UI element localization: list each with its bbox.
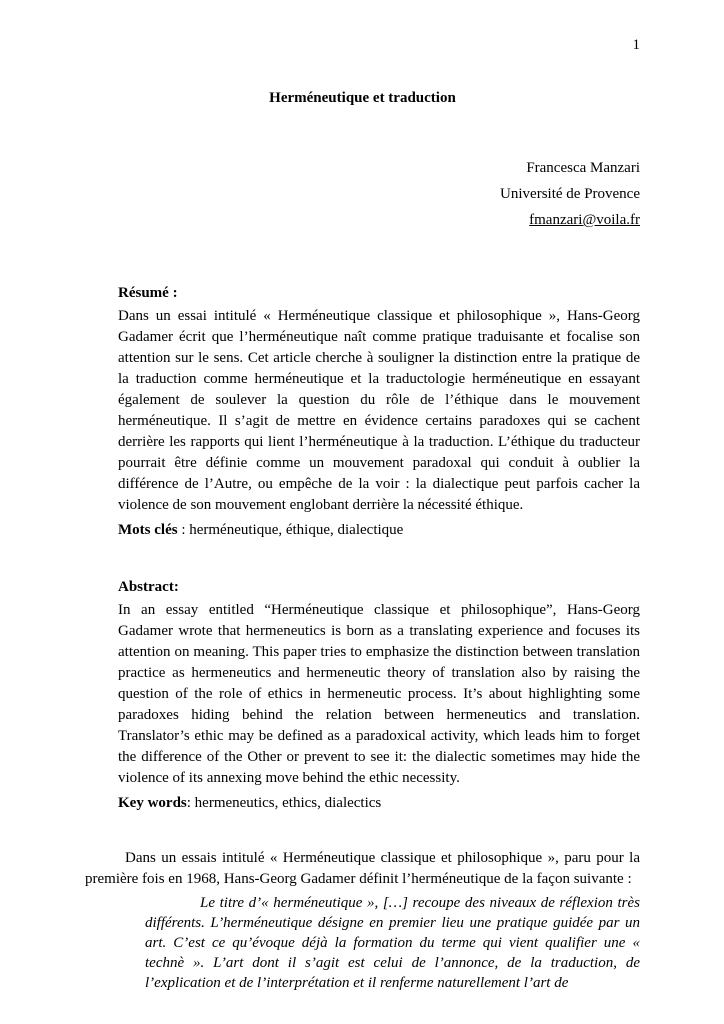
author-name: Francesca Manzari <box>526 160 640 176</box>
intro-paragraph: Dans un essais intitulé « Herméneutique classique et philosophique », paru pour la première fois en 1968, Hans-Georg Gadamer définit l’herméneutique de la façon suivante : <box>85 850 640 887</box>
resume-keywords-label: Mots clés <box>118 522 178 538</box>
author-block <box>85 155 640 233</box>
gadamer-quote: Le titre d’« herméneutique », […] recoupe des niveaux de réflexion très différents. L’herméneutique désigne en premier lieu une pratique guidée par un art. C’est ce qu’évoque déjà la formation du terme qui vient qualifier une « technè ». L’art dont il s’agit est celui de l’annonce, de la traduction, de l’explication et de l’interprétation et il renferme naturellement l’art de <box>145 895 640 991</box>
abstract-heading: Abstract: <box>118 579 179 595</box>
abstract-keywords-list: : hermeneutics, ethics, dialectics <box>186 795 382 811</box>
resume-keywords-list: : herméneutique, éthique, dialectique <box>177 522 404 538</box>
paper-title: Herméneutique et traduction <box>269 90 456 106</box>
abstract-body: In an essay entitled “Herméneutique classique et philosophique”, Hans-Georg Gadamer wrote that hermeneutics is born as a translating experience and focuses its attention on meaning. This paper tries to emphasize the distinction between translation practice as hermeneutics and hermeneutic theory of translation also by raising the question of the role of ethics in hermeneutic process. It’s about highlighting some paradoxes hiding behind the relation between hermeneutics and translation. Translator’s ethic may be defined as a paradoxical activity, which leads him to forget the difference of the Other or prevent to see it: the dialectic sometimes may hide the violence of its annexing move behind the ethic necessity. <box>118 602 640 786</box>
abstract-keywords-label: Key words <box>118 795 187 811</box>
abstract-keywords <box>118 793 640 814</box>
resume-section <box>118 283 640 541</box>
resume-body: Dans un essai intitulé « Herméneutique classique et philosophique », Hans-Georg Gadamer écrit que l’herméneutique naît comme pratique traduisante et focalise son attention sur le sens. Cet article cherche à souligner la distinction entre la pratique de la traduction comme herméneutique et la traductologie herméneutique en essayant également de soulever la question du rôle de l’éthique dans le mouvement herméneutique. Il s’agit de mettre en évidence certains paradoxes qui se cachent derrière les rapports qui lient l’herméneutique à la traduction. L’éthique du traducteur pourrait être définie comme un mouvement paradoxal qui conduit à oublier la différence de l’Autre, ou empêche de la voir : la dialectique peut parfois cacher la violence de son mouvement englobant derrière la nécessité éthique. <box>118 308 640 513</box>
resume-heading: Résumé : <box>118 285 178 301</box>
resume-keywords <box>118 520 640 541</box>
page-number: 1 <box>632 37 640 53</box>
author-affiliation: Université de Provence <box>500 186 640 202</box>
author-email-link[interactable]: fmanzari@voila.fr <box>529 212 640 228</box>
abstract-section <box>118 577 640 814</box>
